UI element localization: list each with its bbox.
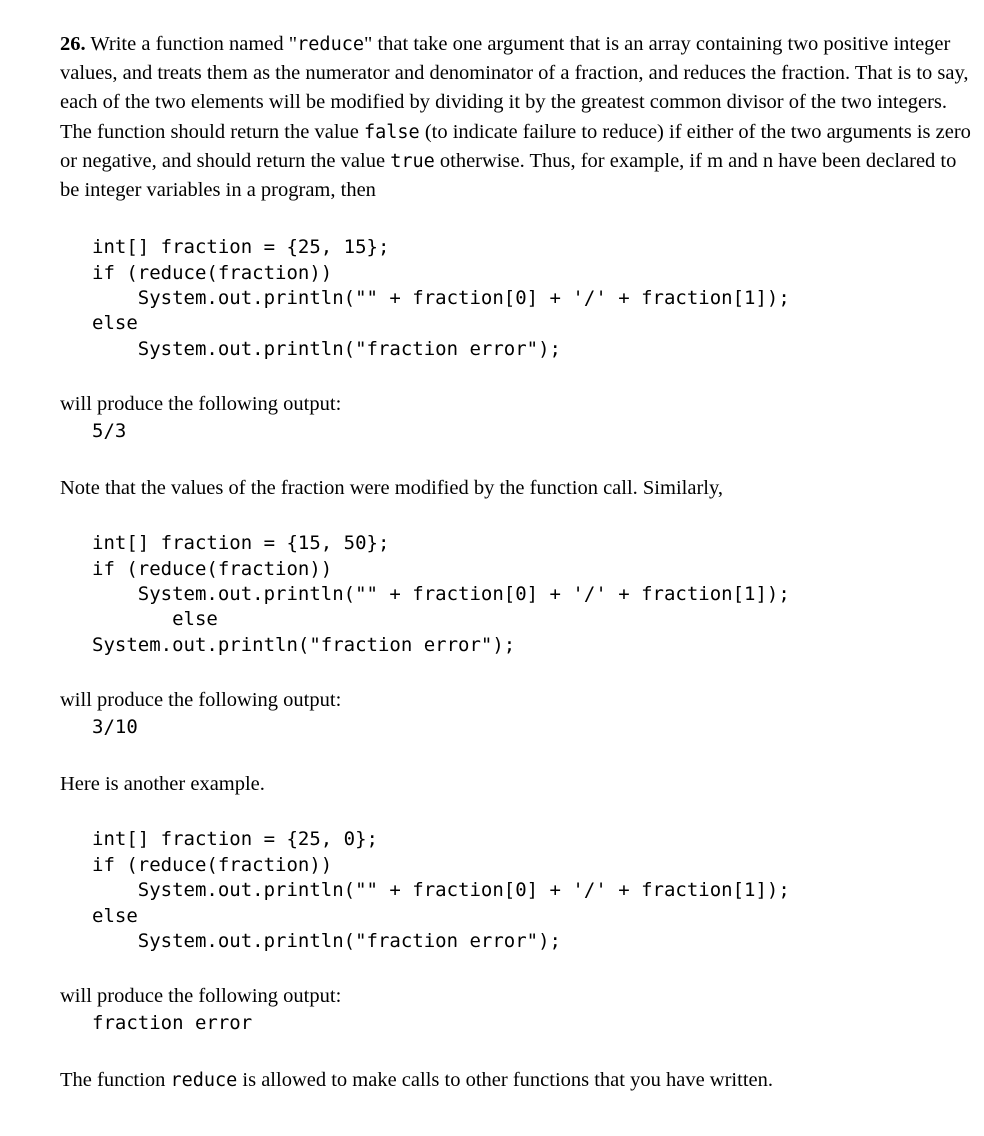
inline-code-true: true	[390, 150, 435, 172]
problem-page	[60, 30, 972, 1095]
code-block-1	[60, 235, 972, 362]
output-label-2: will produce the following output:	[60, 689, 342, 712]
code-line: System.out.println("" + fraction[0] + '/' + fraction[1]);	[92, 287, 790, 310]
code-line: if (reduce(fraction))	[92, 853, 333, 876]
closing-text-2: is allowed to make calls to other functions that you have written.	[237, 1069, 773, 1092]
code-line: System.out.println("" + fraction[0] + '/' + fraction[1]);	[92, 583, 790, 606]
code-line: System.out.println("" + fraction[0] + '/' + fraction[1]);	[92, 879, 790, 902]
intro-text-1: Write a function named "	[85, 33, 298, 55]
code-line: System.out.println("fraction error");	[92, 929, 561, 952]
code-line: else	[92, 904, 138, 927]
inline-code-reduce: reduce	[297, 34, 364, 55]
intro-text-4: otherwise. Thus, for example, if m and n have been declared to be integer variables in a program, then	[60, 149, 957, 202]
closing-note	[60, 1066, 972, 1095]
closing-text-1: The function	[60, 1069, 171, 1092]
output-3: fraction error	[92, 1012, 253, 1035]
problem-statement	[60, 30, 972, 205]
inline-code-reduce-closing: reduce	[170, 1070, 238, 1092]
intro-text-2: " that take one argument that is an array containing two positive integer values, and treats them as the numerator and denominator of a fraction, and reduces the fraction. That is to say, each of the two elements will be modified by dividing it by the greatest common divisor of the two integers. The function should return the value	[60, 33, 969, 143]
problem-number: 26.	[60, 33, 86, 55]
code-line: else	[92, 608, 218, 631]
inline-code-false: false	[364, 121, 420, 143]
output-label-1: will produce the following output:	[60, 393, 342, 416]
code-line: int[] fraction = {25, 0};	[92, 828, 378, 851]
output-1: 5/3	[92, 420, 127, 443]
output-2: 3/10	[92, 716, 138, 739]
intro-text-3: (to indicate failure to reduce) if either of the two arguments is zero or negative, and should return the value	[60, 120, 971, 172]
code-line: if (reduce(fraction))	[92, 557, 333, 580]
note-similarly: Note that the values of the fraction were modified by the function call. Similarly,	[60, 477, 724, 500]
code-line: else	[92, 312, 138, 335]
note-another-example: Here is another example.	[60, 773, 265, 796]
code-line: System.out.println("fraction error");	[92, 633, 516, 656]
code-line: System.out.println("fraction error");	[92, 337, 561, 360]
code-block-2	[60, 531, 972, 658]
output-label-3: will produce the following output:	[60, 985, 342, 1008]
code-line: if (reduce(fraction))	[92, 261, 333, 284]
code-block-3	[60, 827, 972, 954]
code-line: int[] fraction = {15, 50};	[92, 532, 390, 555]
code-line: int[] fraction = {25, 15};	[92, 236, 390, 259]
